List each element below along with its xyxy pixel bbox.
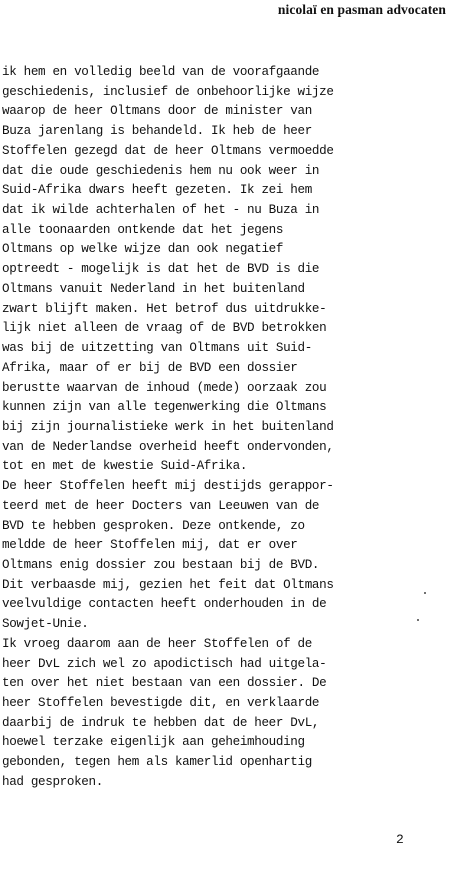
body-text-line: zwart blijft maken. Het betrof dus uitdrukke- [2,301,327,316]
body-text-line: tot en met de kwestie Suid-Afrika. [2,459,248,474]
body-text-line: ik hem en volledig beeld van de voorafgaande [2,65,320,79]
body-text-line: Oltmans vanuit Nederland in het buitenland [2,281,305,296]
body-text-line: Ik vroeg daarom aan de heer Stoffelen of de [2,636,312,651]
body-text-line: Sowjet-Unie. [2,617,89,632]
body-text-line: Stoffelen gezegd dat de heer Oltmans vermoedde [2,143,334,158]
body-text-line: De heer Stoffelen heeft mij destijds gerappor- [2,479,334,494]
page-number: 2 [396,832,404,847]
body-text-line: optreedt - mogelijk is dat het de BVD is die [2,262,320,277]
body-text-line: Afrika, maar of er bij de BVD een dossier [2,360,298,375]
body-text-line: hoewel terzake eigenlijk aan geheimhouding [2,735,305,750]
body-text-line: ten over het niet bestaan van een dossier. De [2,676,327,691]
body-text-line: veelvuldige contacten heeft onderhouden in de [2,597,327,612]
body-text-line: BVD te hebben gesproken. Deze ontkende, zo [2,518,305,533]
body-text-line: Buza jarenlang is behandeld. Ik heb de heer [2,124,312,139]
letter-body [2,63,334,793]
body-text-line: had gesproken. [2,774,103,789]
body-text-line: alle toonaarden ontkende dat het jegens [2,222,284,237]
body-text-line: daarbij de indruk te hebben dat de heer DvL, [2,715,320,730]
body-text-line: Oltmans op welke wijze dan ook negatief [2,242,284,257]
body-text-line: teerd met de heer Docters van Leeuwen van de [2,498,320,513]
body-text-line: lijk niet alleen de vraag of de BVD betrokken [2,321,327,336]
body-text-line: heer DvL zich wel zo apodictisch had uitgela- [2,656,327,671]
scan-speck [424,592,426,594]
body-text-line: dat die oude geschiedenis hem nu ook weer in [2,163,320,178]
body-text-line: van de Nederlandse overheid heeft ondervonden, [2,439,334,454]
body-text-line: dat ik wilde achterhalen of het - nu Buza in [2,203,320,218]
body-text-line: geschiedenis, inclusief de onbehoorlijke wijze [2,84,334,99]
body-text-line: meldde de heer Stoffelen mij, dat er over [2,538,298,553]
body-text-line: was bij de uitzetting van Oltmans uit Suid- [2,341,312,356]
scan-speck [417,619,419,621]
body-text-line: waarop de heer Oltmans door de minister van [2,104,312,119]
body-text-line: gebonden, tegen hem als kamerlid openhartig [2,755,312,770]
body-text-line: Suid-Afrika dwars heeft gezeten. Ik zei hem [2,183,312,198]
body-text-line: heer Stoffelen bevestigde dit, en verklaarde [2,696,320,710]
body-text-line: bij zijn journalistieke werk in het buitenland [2,419,334,434]
body-text-line: Oltmans enig dossier zou bestaan bij de BVD. [2,557,320,572]
body-text-line: berustte waarvan de inhoud (mede) oorzaak zou [2,380,327,395]
body-text-line: kunnen zijn van alle tegenwerking die Oltmans [2,400,327,415]
letterhead: nicolaï en pasman advocaten [277,2,446,17]
body-text-line: Dit verbaasde mij, gezien het feit dat Oltmans [2,577,334,592]
